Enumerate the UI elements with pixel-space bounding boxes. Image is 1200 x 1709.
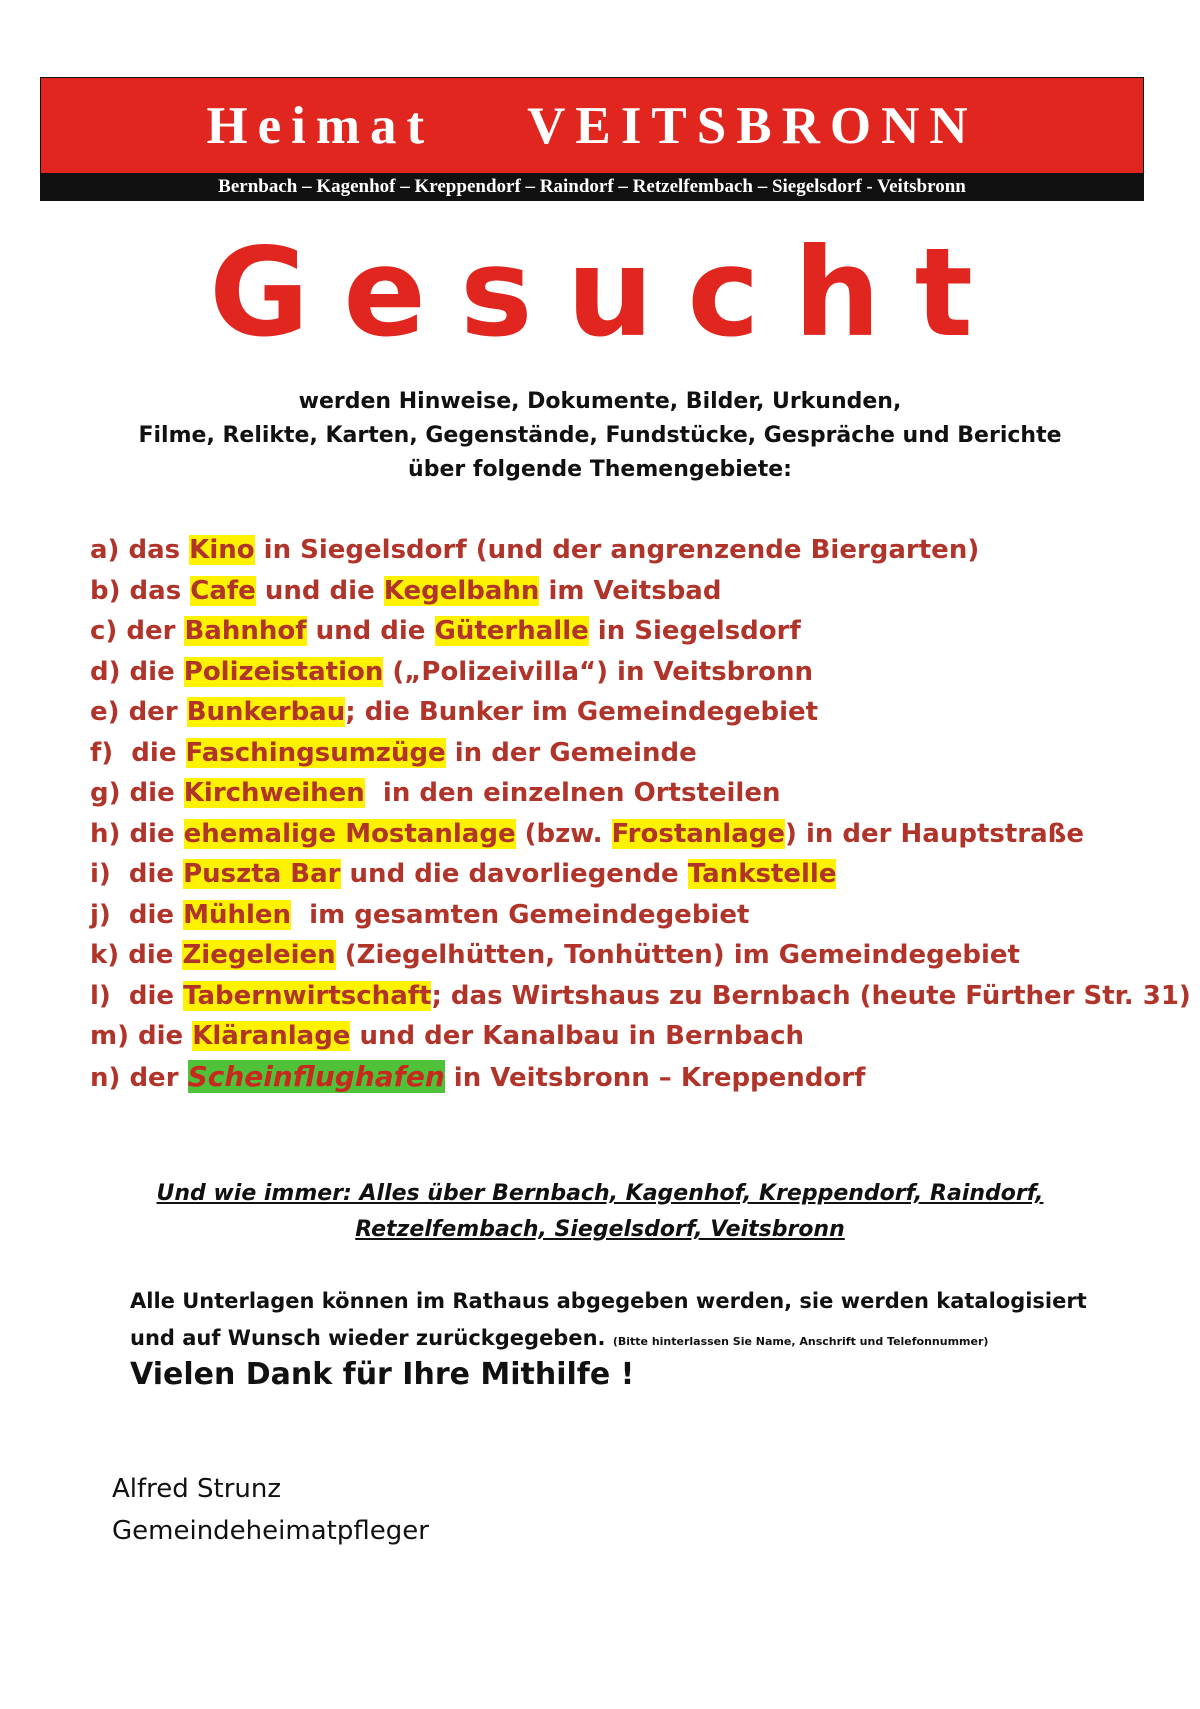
highlighted-topic: Bahnhof <box>184 616 307 646</box>
headline: Gesucht <box>209 222 1007 364</box>
highlighted-topic: Ziegeleien <box>182 940 336 970</box>
thanks-text: Vielen Dank für Ihre Mithilfe ! <box>130 1357 635 1392</box>
topic-text: c) der <box>90 616 185 646</box>
topic-item <box>90 733 1170 774</box>
highlighted-topic: Kirchweihen <box>183 778 365 808</box>
signature <box>112 1468 429 1552</box>
topic-text: und die <box>306 616 435 646</box>
banner-title-bar <box>41 78 1143 173</box>
topic-item <box>90 895 1170 936</box>
highlighted-topic: Tabernwirtschaft <box>183 980 432 1011</box>
topic-text: f) die <box>90 737 186 768</box>
highlighted-topic: Tankstelle <box>687 859 837 889</box>
topic-item <box>90 935 1170 976</box>
banner-title-right: VEITSBRONN <box>527 96 978 155</box>
topic-text: e) der <box>90 697 187 727</box>
always-line: Retzelfembach, Siegelsdorf, Veitsbronn <box>355 1217 845 1242</box>
topic-text: n) der <box>90 1062 188 1093</box>
highlighted-topic: Frostanlage <box>611 818 786 849</box>
topic-text: d) die <box>90 656 184 687</box>
topic-item <box>90 854 1170 895</box>
topic-item <box>90 611 1170 652</box>
topic-text: a) das <box>90 535 190 565</box>
topic-text: im Veitsbad <box>539 575 722 606</box>
highlighted-topic: Polizeistation <box>183 656 384 687</box>
topic-item <box>90 692 1170 733</box>
always-note <box>0 1176 1200 1248</box>
banner-title-left: Heimat <box>206 96 435 155</box>
always-line: Und wie immer: Alles über Bernbach, Kagenhof, Kreppendorf, Raindorf, <box>156 1181 1044 1206</box>
topic-item <box>90 530 1170 571</box>
topic-item <box>90 814 1170 855</box>
topic-text: m) die <box>90 1021 193 1051</box>
topic-text: b) das <box>90 575 191 606</box>
topic-text: in den einzelnen Ortsteilen <box>364 778 781 808</box>
highlighted-topic: Cafe <box>190 575 256 606</box>
signature-name: Alfred Strunz <box>112 1474 282 1504</box>
topic-text: (Ziegelhütten, Tonhütten) im Gemeindegebiet <box>335 940 1020 970</box>
highlighted-topic: Kegelbahn <box>383 575 540 606</box>
topic-text: g) die <box>90 778 184 808</box>
topic-text: h) die <box>90 818 184 849</box>
highlighted-topic: Bunkerbau <box>186 697 346 727</box>
highlighted-topic: Kino <box>189 535 255 565</box>
header-banner <box>40 77 1144 201</box>
topic-text: („Polizeivilla“) in Veitsbronn <box>383 656 813 687</box>
intro-text <box>0 385 1200 487</box>
topic-text: in Siegelsdorf <box>588 616 801 646</box>
topic-item <box>90 1057 1170 1098</box>
topic-item <box>90 1016 1170 1057</box>
highlighted-topic: Mühlen <box>183 899 292 930</box>
topic-text: (bzw. <box>515 818 612 849</box>
highlighted-topic: Puszta Bar <box>183 859 341 889</box>
highlighted-topic: Güterhalle <box>434 616 589 646</box>
intro-line: über folgende Themengebiete: <box>408 457 792 482</box>
topic-text: in Veitsbronn – Kreppendorf <box>444 1062 866 1093</box>
note-small-text: (Bitte hinterlassen Sie Name, Anschrift und Telefonnummer) <box>612 1335 989 1348</box>
note-line-1: Alle Unterlagen können im Rathaus abgegeben werden, sie werden katalogisiert <box>130 1289 1087 1313</box>
topic-text: j) die <box>90 899 184 930</box>
topic-text: und der Kanalbau in Bernbach <box>350 1021 805 1051</box>
topic-item <box>90 976 1191 1017</box>
highlighted-topic: ehemalige Mostanlage <box>183 818 516 849</box>
topic-text: und die davorliegende <box>340 859 688 889</box>
topic-text: i) die <box>90 859 184 889</box>
topic-item <box>90 652 1170 693</box>
highlighted-topic-green: Scheinflughafen <box>187 1059 445 1093</box>
highlighted-topic: Kläranlage <box>192 1021 351 1051</box>
signature-role: Gemeindeheimatpfleger <box>112 1516 429 1546</box>
topic-text: ; die Bunker im Gemeindegebiet <box>345 697 819 727</box>
submission-note <box>130 1283 1130 1360</box>
banner-subtitle: Bernbach – Kagenhof – Kreppendorf – Raindorf – Retzelfembach – Siegelsdorf - Veitsbronn <box>41 173 1143 200</box>
topic-item <box>90 571 1170 612</box>
highlighted-topic: Faschingsumzüge <box>185 737 446 768</box>
topic-text: k) die <box>90 940 183 970</box>
topic-list <box>90 530 1191 1097</box>
topic-text: in der Gemeinde <box>445 737 697 768</box>
intro-line: werden Hinweise, Dokumente, Bilder, Urkunden, <box>298 389 902 414</box>
topic-text: in Siegelsdorf (und der angrenzende Biergarten) <box>254 535 980 565</box>
topic-text: im gesamten Gemeindegebiet <box>291 899 750 930</box>
topic-item <box>90 773 1170 814</box>
topic-text: und die <box>255 575 384 606</box>
note-line-2: und auf Wunsch wieder zurückgegeben. <box>130 1326 606 1350</box>
topic-text: l) die <box>90 980 184 1011</box>
intro-line: Filme, Relikte, Karten, Gegenstände, Fundstücke, Gespräche und Berichte <box>138 423 1062 448</box>
topic-text: ) in der Hauptstraße <box>785 818 1085 849</box>
topic-text: ; das Wirtshaus zu Bernbach (heute Fürther Str. 31) <box>431 980 1191 1011</box>
